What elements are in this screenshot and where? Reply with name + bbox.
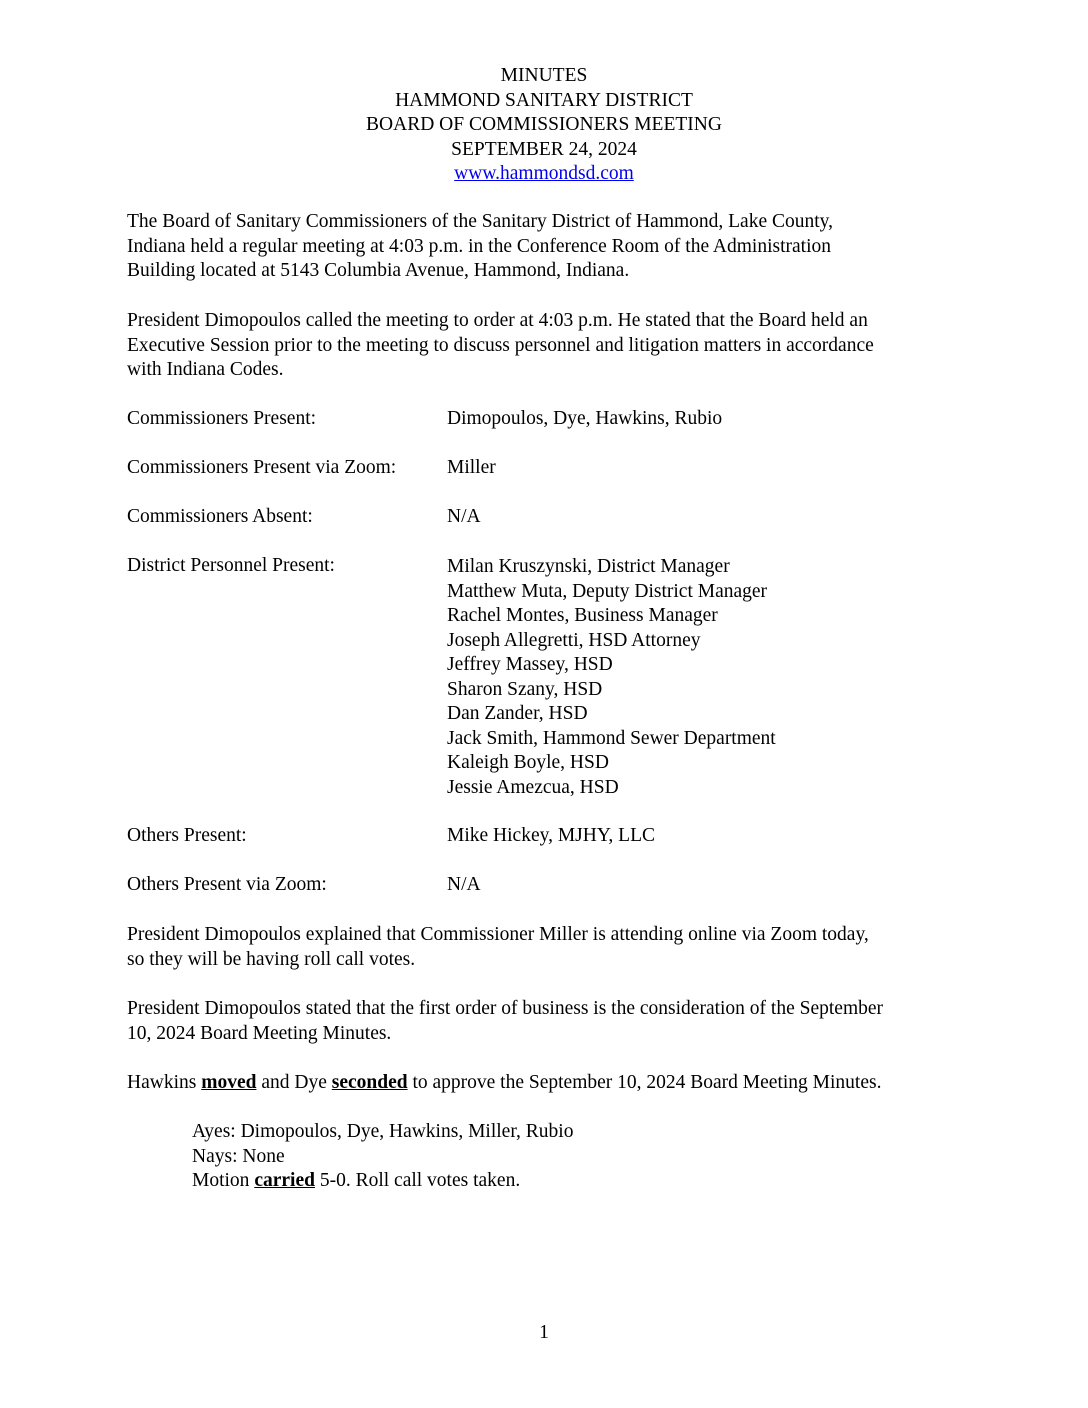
paragraph-line: Executive Session prior to the meeting to discuss personnel and litigation matters in accordance <box>127 334 874 356</box>
personnel-label: District Personnel Present: <box>127 555 335 576</box>
ayes-line: Ayes: Dimopoulos, Dye, Hawkins, Miller, Rubio <box>192 1121 574 1142</box>
commissioners-absent-value: N/A <box>447 506 481 527</box>
list-item: Kaleigh Boyle, HSD <box>447 752 609 773</box>
page-number: 1 <box>539 1322 549 1343</box>
motion-paragraph <box>127 1071 967 1096</box>
motion-result-line <box>192 1169 573 1194</box>
carried-keyword: carried <box>254 1170 315 1192</box>
nays-line: Nays: None <box>192 1145 285 1167</box>
others-zoom-value: N/A <box>447 874 481 895</box>
list-item: Sharon Szany, HSD <box>447 678 603 700</box>
paragraph-line: The Board of Sanitary Commissioners of the Sanitary District of Hammond, Lake County, <box>127 211 834 232</box>
paragraph-line: Building located at 5143 Columbia Avenue, Hammond, Indiana. <box>127 260 630 282</box>
motion-seconder: and Dye <box>261 1072 327 1093</box>
first-order-paragraph <box>127 997 967 1046</box>
paragraph-line: President Dimopoulos explained that Commissioner Miller is attending online via Zoom today, <box>127 924 869 945</box>
commissioners-absent-label: Commissioners Absent: <box>127 506 313 527</box>
meeting-name: BOARD OF COMMISSIONERS MEETING <box>366 114 722 136</box>
motion-text: to approve the September 10, 2024 Board Meeting Minutes. <box>412 1072 882 1093</box>
moved-keyword: moved <box>201 1072 257 1093</box>
list-item: Milan Kruszynski, District Manager <box>447 556 730 577</box>
call-to-order-paragraph <box>127 309 967 383</box>
motion-mover: Hawkins <box>127 1072 197 1093</box>
paragraph-line: 10, 2024 Board Meeting Minutes. <box>127 1022 392 1044</box>
paragraph-line: President Dimopoulos stated that the first order of business is the consideration of the September <box>127 998 884 1019</box>
list-item: Matthew Muta, Deputy District Manager <box>447 580 768 602</box>
paragraph-line: so they will be having roll call votes. <box>127 948 416 970</box>
list-item: Jack Smith, Hammond Sewer Department <box>447 727 776 749</box>
organization-name: HAMMOND SANITARY DISTRICT <box>395 89 693 111</box>
others-present-value: Mike Hickey, MJHY, LLC <box>447 825 655 846</box>
list-item: Dan Zander, HSD <box>447 703 588 724</box>
website-link[interactable]: www.hammondsd.com <box>454 163 634 185</box>
document-header <box>0 64 1088 187</box>
list-item: Jeffrey Massey, HSD <box>447 654 613 675</box>
personnel-list <box>447 555 776 800</box>
commissioners-present-label: Commissioners Present: <box>127 408 317 429</box>
vote-result <box>192 1120 573 1194</box>
list-item: Jessie Amezcua, HSD <box>447 776 619 798</box>
meeting-date: SEPTEMBER 24, 2024 <box>451 138 637 160</box>
zoom-note-paragraph <box>127 923 967 972</box>
document-title: MINUTES <box>500 65 588 86</box>
list-item: Joseph Allegretti, HSD Attorney <box>447 629 701 651</box>
others-zoom-label: Others Present via Zoom: <box>127 874 327 895</box>
others-present-label: Others Present: <box>127 825 247 846</box>
paragraph-line: with Indiana Codes. <box>127 359 284 381</box>
paragraph-line: President Dimopoulos called the meeting to order at 4:03 p.m. He stated that the Board held an <box>127 310 868 331</box>
motion-suffix: 5-0. Roll call votes taken. <box>319 1170 521 1192</box>
seconded-keyword: seconded <box>331 1072 408 1093</box>
commissioners-present-value: Dimopoulos, Dye, Hawkins, Rubio <box>447 408 723 429</box>
motion-prefix: Motion <box>192 1170 250 1192</box>
commissioners-zoom-value: Miller <box>447 457 496 478</box>
paragraph-line: Indiana held a regular meeting at 4:03 p.m. in the Conference Room of the Administration <box>127 235 831 257</box>
intro-paragraph <box>127 210 967 284</box>
commissioners-zoom-label: Commissioners Present via Zoom: <box>127 457 397 478</box>
list-item: Rachel Montes, Business Manager <box>447 605 718 626</box>
